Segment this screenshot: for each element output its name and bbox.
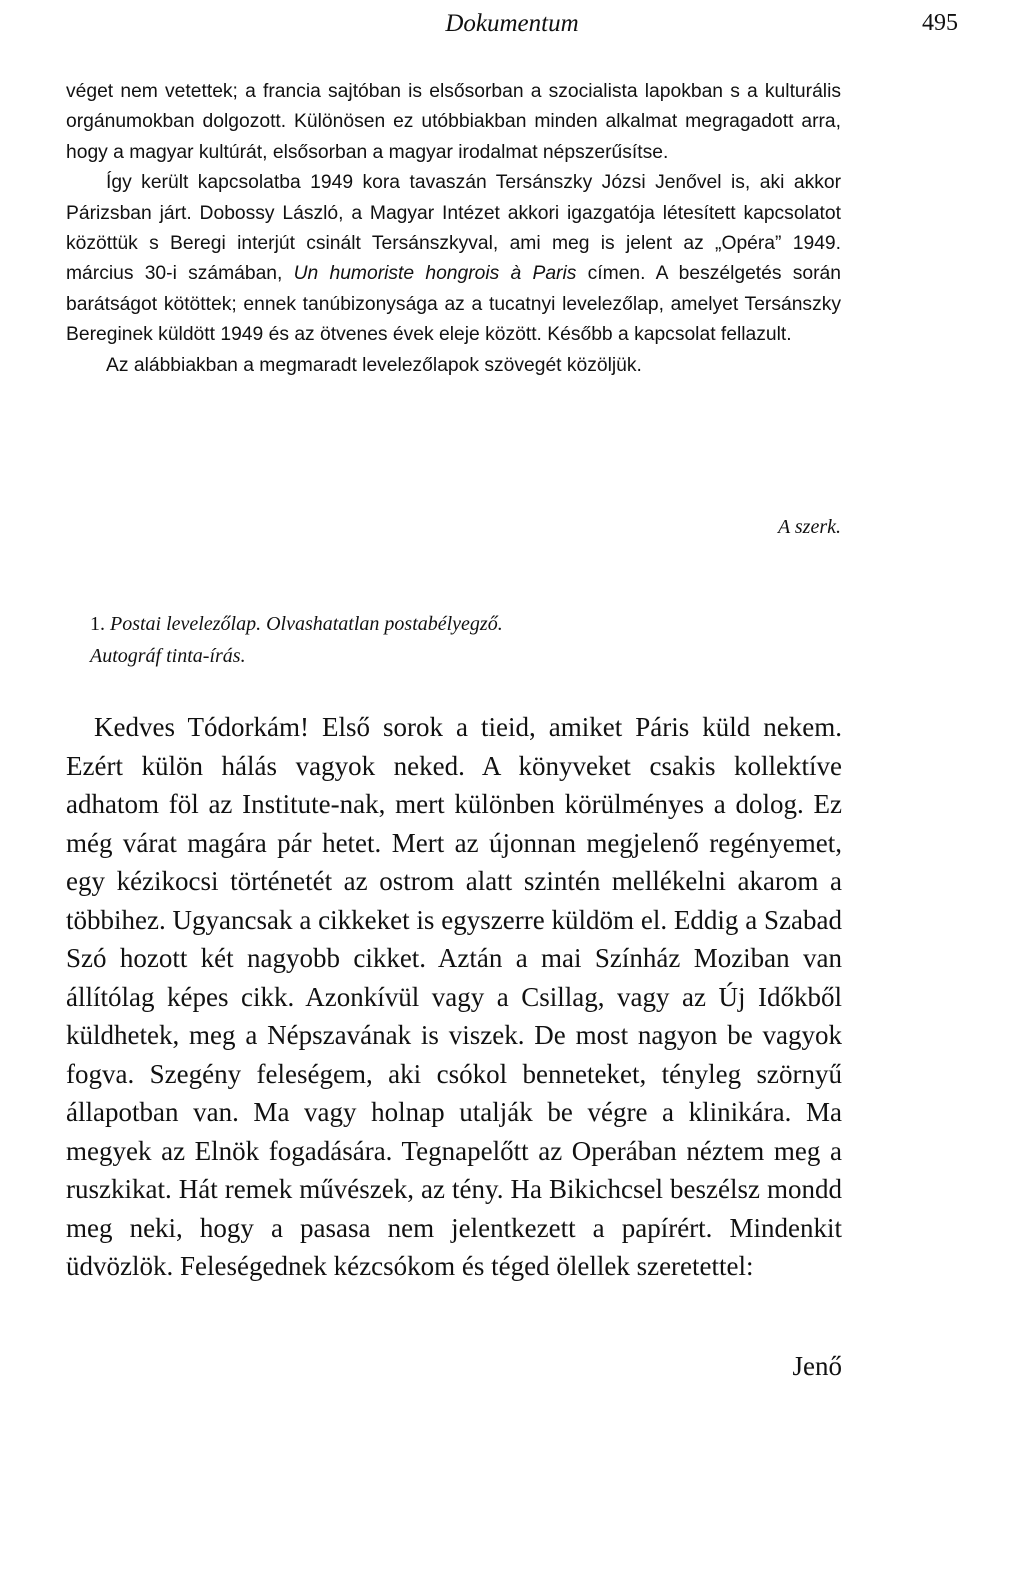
- caption-line-2: Autográf tinta-írás.: [90, 645, 246, 667]
- author-signature: Jenő: [792, 1351, 842, 1381]
- editorial-introduction: [66, 77, 841, 381]
- intro-paragraph-3: Az alábbiakban a megmaradt levelezőlapok szövegét közöljük.: [106, 354, 642, 376]
- editor-signature: A szerk.: [778, 516, 841, 538]
- letter-body: [66, 708, 842, 1286]
- running-title: Dokumentum: [445, 10, 579, 37]
- article-title: Un humoriste hongrois à Paris: [293, 263, 577, 285]
- caption-text-1: Postai levelezőlap. Olvashatatlan postabélyegző.: [110, 613, 503, 635]
- page-header: [66, 4, 958, 44]
- document-item-caption: [90, 608, 870, 672]
- letter-text: Kedves Tódorkám! Első sorok a tieid, amiket Páris küld nekem. Ezért külön hálás vagyok neked. A könyveket csakis kollektíve adhatom föl az Institute-nak, mert különben körülményes a dolog. Ez még várat magára pár hetet. Mert az újonnan megjelenő regényemet, egy kézikocsi történetét az ostrom alatt szintén mellékelni akarom a többihez. Ugyancsak a cikkeket is egyszerre küldöm el. Eddig a Szabad Szó hozott két nagyobb cikket. Aztán a mai Színház Moziban van állítólag képes cikk. Azonkívül vagy a Csillag, vagy az Új Időkből küldhetek, meg a Népszavának is viszek. De most nagyon be vagyok fogva. Szegény feleségem, aki csókol benneteket, tényleg szörnyű állapotban van. Ma vagy holnap utalják be végre a klinikára. Ma megyek az Elnök fogadására. Tegnapelőtt az Operában néztem meg a ruszkikat. Hát remek művészek, az tény. Ha Bikichcsel beszélsz mondd meg neki, hogy a pasasa nem jelentkezett a papírért. Mindenkit üdvözlök. Feleségednek kézcsókom és téged ölellek szeretettel:: [66, 712, 842, 1281]
- page-number: 495: [922, 10, 958, 36]
- intro-paragraph-2-end: címen. A beszélgetés során barátságot kötöttek; ennek tanúbizonysága az a tucatnyi levelezőlap, amelyet Tersánszky Bereginek küldött 1949 és az ötvenes évek eleje között. Később a kapcsolat fellazult.: [66, 263, 841, 346]
- intro-paragraph-1: véget nem vetettek; a francia sajtóban is elsősorban a szocialista lapokban s a kulturális orgánumokban dolgozott. Különösen ez utóbbiakban minden alkalmat megragadott arra, hogy a magyar kultúrát, elsősorban a magyar irodalmat népszerűsítse.: [66, 81, 841, 163]
- item-number: 1.: [90, 613, 105, 635]
- caption-line-1: [90, 608, 870, 640]
- intro-paragraph-2: [66, 168, 841, 350]
- intro-paragraph-2-start: Így került kapcsolatba 1949 kora tavaszán Tersánszky Józsi Jenővel is, aki akkor Párizsban járt. Dobossy László, a Magyar Intézet akkori igazgatója létesített kapcsolatot közöttük s Beregi interjút csinált Tersánszkyval, ami meg is jelent az „Opéra” 1949. március 30-i számában,: [66, 172, 841, 285]
